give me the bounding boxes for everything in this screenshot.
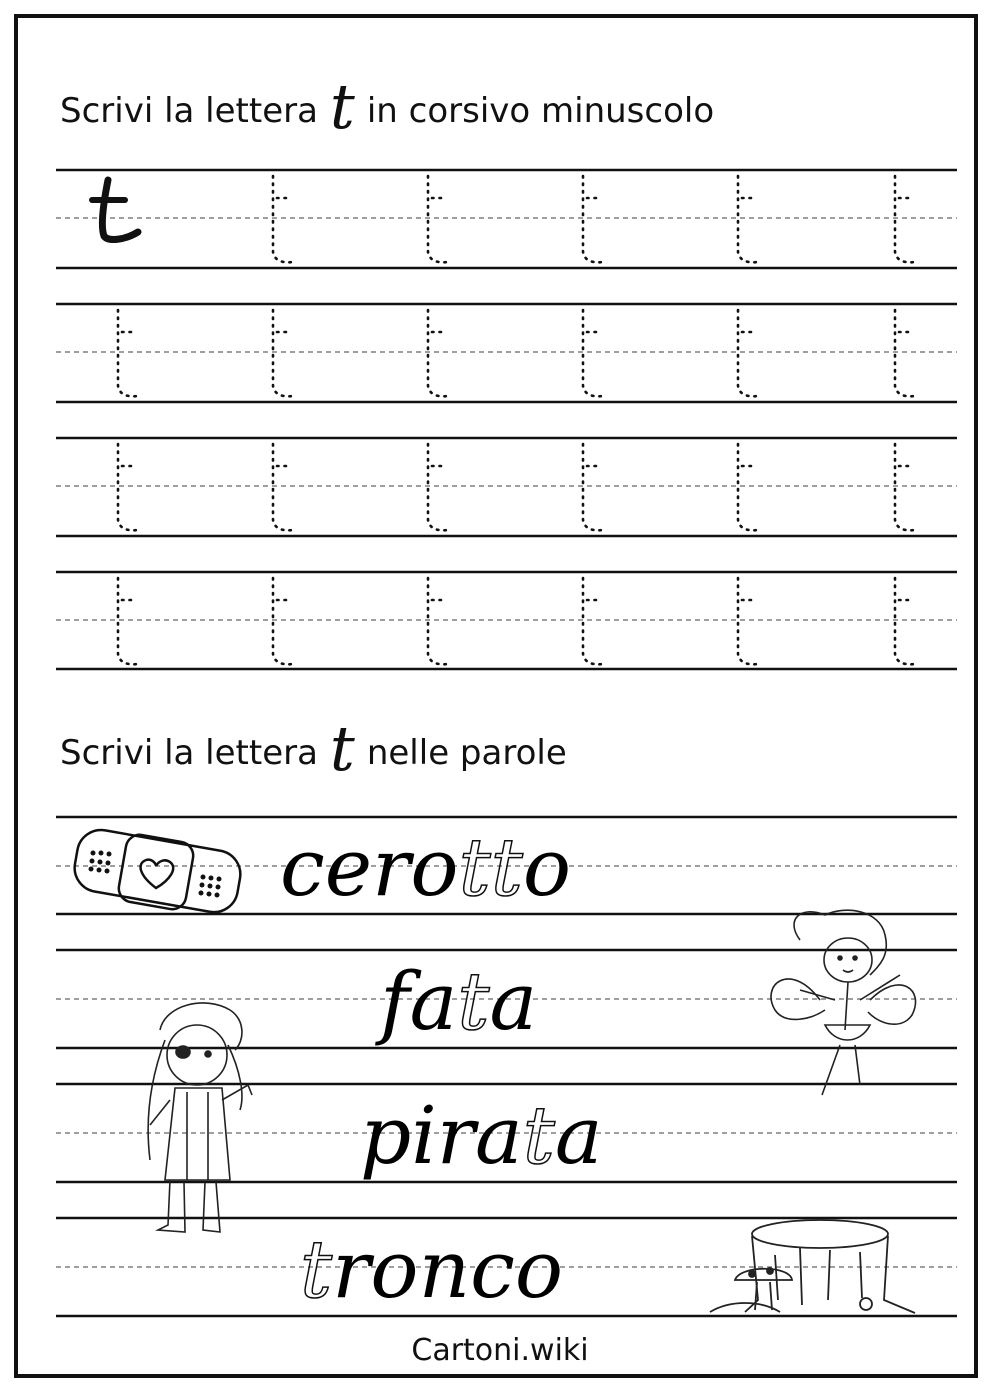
word-suffix: o [522,821,572,914]
fairy-icon [771,910,916,1095]
bandage-icon [71,826,244,916]
word-suffix: a [489,955,538,1048]
word-prefix: fa [380,955,458,1048]
word-prefix: cero [280,821,459,914]
word-traced-letters: t [300,1223,333,1316]
heading-text-after: in corsivo minuscolo [366,91,715,131]
heading-letter: t [329,70,355,143]
word-traced-letters: t [457,955,490,1048]
tree-stump-icon [710,1220,915,1313]
word-traced-letters: tt [458,821,523,914]
word-suffix: a [554,1089,603,1182]
footer-site-name: Cartoni.wiki [411,1333,589,1368]
heading-text-before: Scrivi la lettera [60,91,318,131]
word-traced-letters: t [522,1089,555,1182]
pirate-icon [148,1003,252,1232]
heading-text-after: nelle parole [366,733,567,773]
word-prefix: pira [360,1089,523,1182]
word-suffix: ronco [332,1223,564,1316]
heading-letter: t [329,712,355,785]
heading-text-before: Scrivi la lettera [60,733,318,773]
